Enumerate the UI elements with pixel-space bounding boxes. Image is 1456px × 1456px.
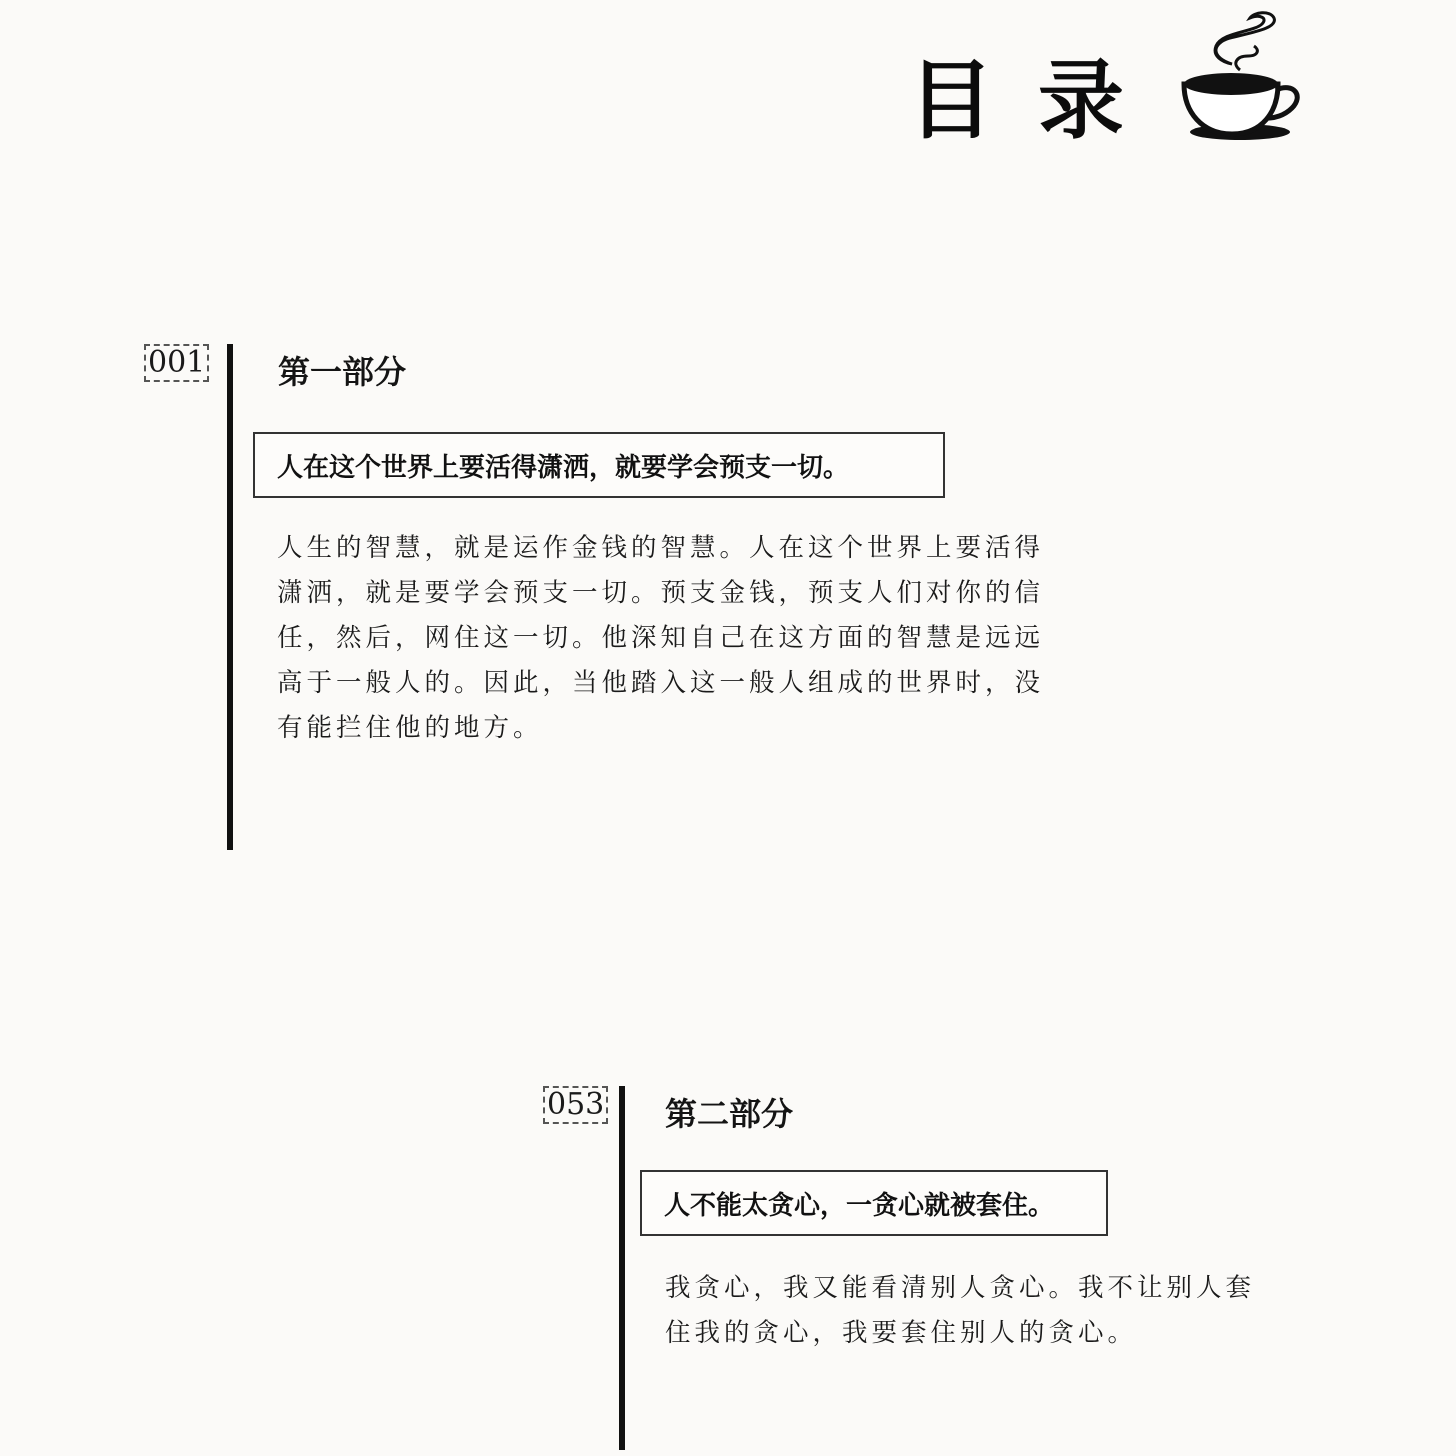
page-number: 001 xyxy=(144,344,209,382)
body-line: 人生的智慧，就是运作金钱的智慧。人在这个世界上要活得 xyxy=(277,533,1045,563)
body-line: 高于一般人的。因此，当他踏入这一般人组成的世界时，没 xyxy=(277,668,1045,698)
section-summary-box xyxy=(640,1170,1108,1236)
page-number: 053 xyxy=(543,1086,608,1124)
section-title: 第二部分 xyxy=(665,1095,794,1133)
section-divider xyxy=(227,344,233,850)
section-divider xyxy=(619,1086,625,1450)
coffee-cup-icon xyxy=(1170,6,1310,148)
section-body xyxy=(277,526,1044,751)
body-line: 任，然后，网住这一切。他深知自己在这方面的智慧是远远 xyxy=(277,623,1045,653)
section-summary: 人不能太贪心，一贪心就被套住。 xyxy=(664,1190,1055,1221)
section-summary-box xyxy=(253,432,945,498)
section-title: 第一部分 xyxy=(278,353,407,391)
body-line: 我贪心，我又能看清别人贪心。我不让别人套 xyxy=(665,1273,1256,1303)
page-title: 目录 xyxy=(908,51,1168,151)
body-line: 有能拦住他的地方。 xyxy=(277,713,543,743)
section-summary: 人在这个世界上要活得潇洒，就要学会预支一切。 xyxy=(277,452,850,483)
body-line: 住我的贪心，我要套住别人的贪心。 xyxy=(665,1318,1138,1348)
body-line: 潇洒，就是要学会预支一切。预支金钱，预支人们对你的信 xyxy=(277,578,1045,608)
section-body xyxy=(665,1266,1255,1356)
